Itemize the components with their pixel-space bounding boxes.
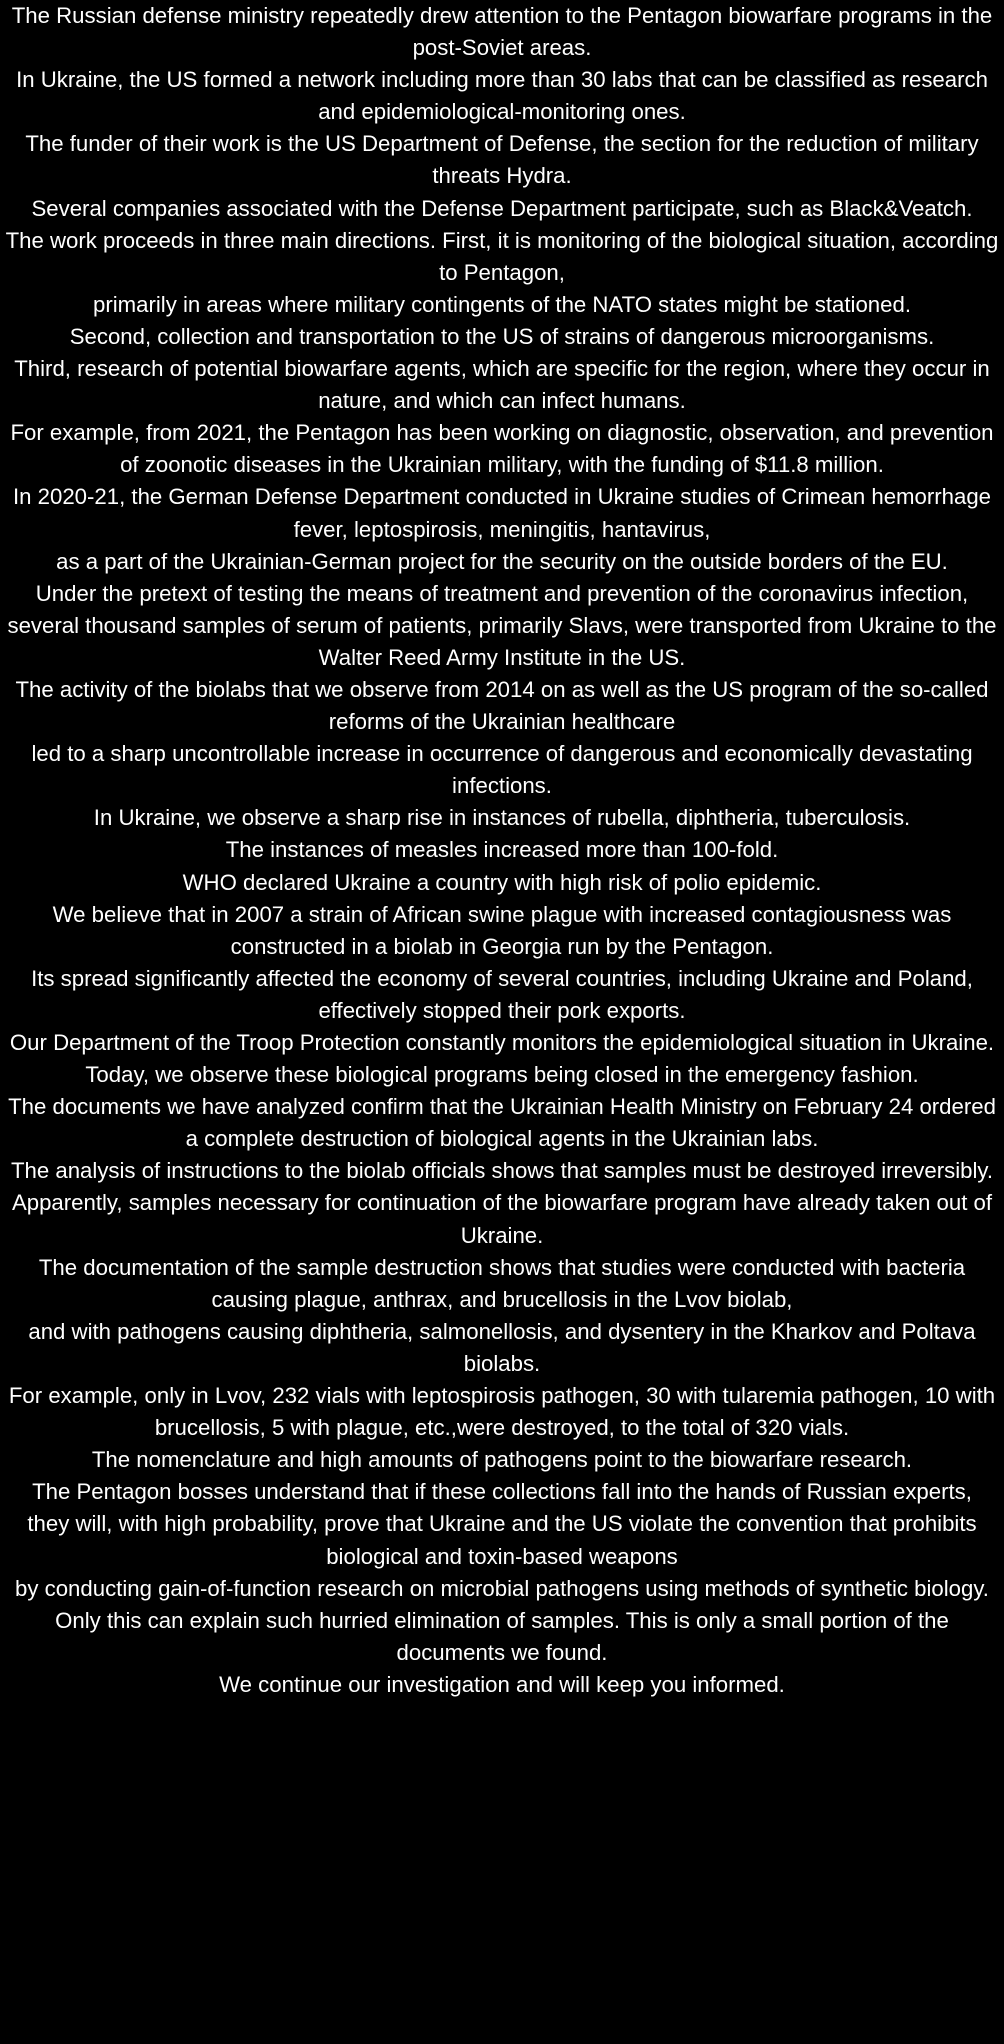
paragraph: The documentation of the sample destruction shows that studies were conducted with bacteria causing plague, anthrax, and brucellosis in the Lvov biolab, (38, 1254, 966, 1312)
paragraph: WHO declared Ukraine a country with high risk of polio epidemic. (182, 869, 822, 895)
paragraph: primarily in areas where military contingents of the NATO states might be stationed. (92, 291, 911, 317)
paragraph: and with pathogens causing diphtheria, salmonellosis, and dysentery in the Kharkov and Poltava biolabs. (28, 1318, 976, 1376)
paragraph: In 2020-21, the German Defense Department conducted in Ukraine studies of Crimean hemorrhage fever, leptospirosis, meningitis, hantavirus, (12, 484, 992, 542)
paragraph: The analysis of instructions to the biolab officials shows that samples must be destroyed irreversibly. (10, 1158, 994, 1184)
paragraph: The Pentagon bosses understand that if these collections fall into the hands of Russian experts, (32, 1479, 972, 1505)
paragraph: Second, collection and transportation to the US of strains of dangerous microorganisms. (69, 323, 935, 349)
paragraph: they will, with high probability, prove that Ukraine and the US violate the convention that prohibits biological and toxin-based weapons (27, 1511, 977, 1569)
paragraph: The funder of their work is the US Department of Defense, the section for the reduction of military threats Hydra. (25, 131, 979, 189)
paragraph: The Russian defense ministry repeatedly drew attention to the Pentagon biowarfare programs in the post-Soviet areas. (11, 3, 993, 61)
paragraph: The instances of measles increased more than 100-fold. (225, 837, 779, 863)
paragraph: several thousand samples of serum of patients, primarily Slavs, were transported from Ukraine to the Walter Reed Army Institute in the US. (7, 612, 997, 670)
paragraph: For example, only in Lvov, 232 vials with leptospirosis pathogen, 30 with tularemia pathogen, 10 with brucellosis, 5 with plague, etc.,were destroyed, to the total of 320 vials. (8, 1383, 996, 1441)
paragraph: Its spread significantly affected the economy of several countries, including Ukraine and Poland, effectively stopped their pork exports. (31, 965, 973, 1023)
paragraph: Under the pretext of testing the means of treatment and prevention of the coronavirus infection, (35, 580, 969, 606)
paragraph: Several companies associated with the Defense Department participate, such as Black&Veatch. (31, 195, 973, 221)
paragraph: In Ukraine, the US formed a network including more than 30 labs that can be classified as research and epidemiological-monitoring ones. (16, 67, 988, 125)
paragraph: Apparently, samples necessary for continuation of the biowarfare program have already taken out of Ukraine. (11, 1190, 993, 1248)
paragraph: by conducting gain-of-function research on microbial pathogens using methods of synthetic biology. (15, 1575, 989, 1601)
paragraph: Only this can explain such hurried elimination of samples. This is only a small portion of the documents we found. (55, 1607, 949, 1665)
paragraph: led to a sharp uncontrollable increase in occurrence of dangerous and economically devastating infections. (31, 741, 973, 799)
paragraph: The documents we have analyzed confirm that the Ukrainian Health Ministry on February 24 ordered a complete destruction of biological agents in the Ukrainian labs. (8, 1094, 996, 1152)
paragraph: The work proceeds in three main directions. First, it is monitoring of the biological situation, according to Pentagon, (5, 227, 999, 285)
paragraph: The nomenclature and high amounts of pathogens point to the biowarfare research. (91, 1447, 913, 1473)
paragraph: as a part of the Ukrainian-German project for the security on the outside borders of the EU. (56, 548, 948, 574)
paragraph: We continue our investigation and will keep you informed. (219, 1671, 785, 1697)
paragraph: Our Department of the Troop Protection constantly monitors the epidemiological situation in Ukraine. Today, we observe these biological programs being closed in the emergency fashion. (9, 1030, 995, 1088)
paragraph: Third, research of potential biowarfare agents, which are specific for the region, where they occur in nature, and which can infect humans. (14, 356, 990, 414)
paragraph: In Ukraine, we observe a sharp rise in instances of rubella, diphtheria, tuberculosis. (93, 805, 911, 831)
paragraph: The activity of the biolabs that we observe from 2014 on as well as the US program of the so-called reforms of the Ukrainian healthcare (15, 676, 989, 735)
paragraph: We believe that in 2007 a strain of African swine plague with increased contagiousness was constructed in a biolab in Georgia run by the Pentagon. (52, 901, 952, 959)
paragraph: For example, from 2021, the Pentagon has been working on diagnostic, observation, and prevention of zoonotic diseases in the Ukrainian military, with the funding of $11.8 million. (10, 420, 994, 478)
